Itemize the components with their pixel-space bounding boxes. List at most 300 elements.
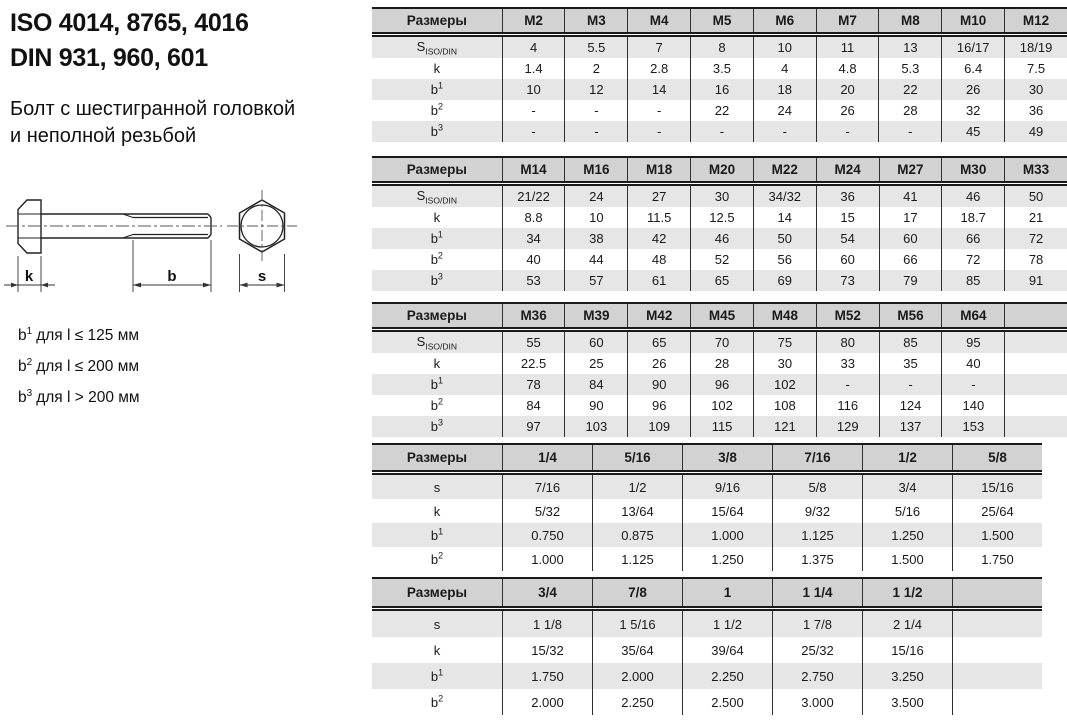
value-cell: 90 — [628, 374, 691, 395]
empty-cell — [953, 637, 1043, 663]
value-cell: 55 — [502, 330, 565, 354]
value-cell: 56 — [753, 249, 816, 270]
column-header: M36 — [502, 303, 565, 330]
column-header: M22 — [753, 157, 816, 184]
value-cell: 18 — [753, 79, 816, 100]
column-header: M12 — [1005, 8, 1067, 35]
value-cell: 72 — [942, 249, 1005, 270]
value-cell: 1.125 — [773, 523, 863, 547]
table-header-row — [372, 303, 1067, 330]
value-cell: 66 — [942, 228, 1005, 249]
header-label: Размеры — [372, 157, 502, 184]
value-cell: 1.250 — [683, 547, 773, 571]
table-row — [372, 374, 1067, 395]
arrowhead — [203, 283, 211, 288]
value-cell: 15/32 — [503, 637, 593, 663]
dimension-b-label: b — [167, 268, 177, 285]
value-cell: 35 — [879, 353, 942, 374]
value-cell: 27 — [628, 184, 691, 208]
description-line-1: Болт с шестигранной головкой — [10, 98, 296, 120]
value-cell: 69 — [753, 270, 816, 291]
table-row — [372, 207, 1067, 228]
column-header: M6 — [753, 8, 816, 35]
metric-table-m2-m12 — [372, 7, 1067, 142]
value-cell: 2 — [565, 58, 628, 79]
dimension-k-label: k — [24, 268, 34, 285]
value-cell: 16/17 — [942, 35, 1005, 59]
value-cell: 48 — [628, 249, 691, 270]
value-cell: 96 — [691, 374, 754, 395]
value-cell: 12 — [565, 79, 628, 100]
value-cell: 1.125 — [593, 547, 683, 571]
table-row — [372, 330, 1067, 354]
footnote-b1: $b^1$ для l ≤ 125 мм — [18, 326, 140, 345]
bolt-technical-drawing — [0, 182, 330, 317]
row-label: s — [372, 473, 503, 500]
value-cell: 28 — [691, 353, 754, 374]
row-label: k — [433, 642, 441, 658]
column-header: M4 — [628, 8, 691, 35]
product-description — [10, 96, 295, 150]
column-header: M42 — [628, 303, 691, 330]
value-cell: 20 — [816, 79, 879, 100]
value-cell: 153 — [942, 416, 1005, 437]
value-cell: 1.500 — [953, 523, 1043, 547]
metric-table-m36-m64 — [372, 302, 1067, 437]
column-header: M8 — [879, 8, 942, 35]
value-cell: - — [628, 121, 691, 142]
column-header: 1 1/4 — [773, 578, 863, 609]
value-cell: 24 — [753, 100, 816, 121]
empty-cell — [953, 609, 1043, 638]
value-cell: 4 — [502, 35, 565, 59]
header-label: Размеры — [372, 8, 502, 35]
table-header-row — [372, 578, 1042, 609]
row-label: $b^2$ — [430, 101, 443, 118]
value-cell: 7.5 — [1005, 58, 1067, 79]
value-cell: 1 1/8 — [503, 609, 593, 638]
value-cell: 108 — [753, 395, 816, 416]
value-cell: 26 — [942, 79, 1005, 100]
table-row — [372, 79, 1067, 100]
value-cell: - — [628, 100, 691, 121]
table-header-row — [372, 8, 1067, 35]
table-row — [372, 100, 1067, 121]
value-cell: 21/22 — [502, 184, 565, 208]
empty-cell — [1005, 353, 1067, 374]
value-cell: 5.3 — [879, 58, 942, 79]
footnote-b2: $b^2$ для l ≤ 200 мм — [18, 357, 140, 376]
table-row — [372, 663, 1042, 689]
row-label: $b^3$ — [372, 121, 502, 142]
value-cell: 8 — [691, 35, 754, 59]
value-cell: 1 1/2 — [683, 609, 773, 638]
value-cell: 34/32 — [753, 184, 816, 208]
value-cell: 22.5 — [502, 353, 565, 374]
value-cell: 32 — [942, 100, 1005, 121]
column-header: M10 — [942, 8, 1005, 35]
value-cell: 85 — [879, 330, 942, 354]
column-header: M16 — [565, 157, 628, 184]
value-cell: 2.8 — [628, 58, 691, 79]
value-cell: 34 — [502, 228, 565, 249]
value-cell: 2.000 — [503, 689, 593, 715]
value-cell: 30 — [1005, 79, 1067, 100]
value-cell: 78 — [502, 374, 565, 395]
value-cell: 73 — [816, 270, 879, 291]
column-header: 7/8 — [593, 578, 683, 609]
column-header: M14 — [502, 157, 565, 184]
value-cell: 25/64 — [953, 499, 1043, 523]
table-row — [372, 395, 1067, 416]
value-cell: 15/16 — [953, 473, 1043, 500]
value-cell: 54 — [816, 228, 879, 249]
header-label: Размеры — [372, 578, 503, 609]
value-cell: 1.375 — [773, 547, 863, 571]
value-cell: 22 — [879, 79, 942, 100]
column-header: M33 — [1005, 157, 1067, 184]
empty-cell — [1005, 330, 1067, 354]
column-header: M3 — [565, 8, 628, 35]
value-cell: 115 — [691, 416, 754, 437]
row-label: $b^1$ — [372, 523, 503, 547]
table-row — [372, 523, 1042, 547]
column-header: M52 — [816, 303, 879, 330]
value-cell: 65 — [628, 330, 691, 354]
value-cell: 2.250 — [683, 663, 773, 689]
value-cell: 91 — [1005, 270, 1067, 291]
value-cell: 84 — [565, 374, 628, 395]
value-cell: 72 — [1005, 228, 1067, 249]
value-cell: 42 — [628, 228, 691, 249]
row-label: $b^2$ — [430, 250, 443, 267]
arrowhead — [133, 283, 141, 288]
value-cell: 124 — [879, 395, 942, 416]
row-label: $S_{ISO/DIN}$ — [372, 35, 502, 59]
row-label: $b^2$ — [430, 550, 444, 567]
value-cell: 1 7/8 — [773, 609, 863, 638]
value-cell: 3.000 — [773, 689, 863, 715]
column-header: M27 — [879, 157, 942, 184]
value-cell: 14 — [753, 207, 816, 228]
row-label: $b^3$ — [372, 270, 502, 291]
value-cell: 57 — [565, 270, 628, 291]
column-header: 3/4 — [503, 578, 593, 609]
value-cell: 85 — [942, 270, 1005, 291]
empty-cell — [1005, 416, 1067, 437]
table-row — [372, 473, 1042, 500]
value-cell: 5.5 — [565, 35, 628, 59]
value-cell: 53 — [502, 270, 565, 291]
value-cell: 4 — [753, 58, 816, 79]
column-header: M64 — [942, 303, 1005, 330]
value-cell: 96 — [628, 395, 691, 416]
value-cell: 39/64 — [683, 637, 773, 663]
table-row — [372, 58, 1067, 79]
row-label: $S_{ISO/DIN}$ — [372, 330, 502, 354]
value-cell: 1.000 — [683, 523, 773, 547]
value-cell: - — [879, 121, 942, 142]
column-header: 1 — [683, 578, 773, 609]
table-row — [372, 416, 1067, 437]
value-cell: 3.250 — [863, 663, 953, 689]
empty-cell — [953, 689, 1043, 715]
row-label: $b^1$ — [372, 79, 502, 100]
value-cell: - — [753, 121, 816, 142]
value-cell: 7 — [628, 35, 691, 59]
value-cell: 36 — [816, 184, 879, 208]
row-label: $b^3$ — [372, 416, 502, 437]
value-cell: 102 — [691, 395, 754, 416]
value-cell: 3.5 — [691, 58, 754, 79]
column-header: M30 — [942, 157, 1005, 184]
value-cell: 2.750 — [773, 663, 863, 689]
value-cell: 0.750 — [503, 523, 593, 547]
column-header: M45 — [691, 303, 754, 330]
empty-header-cell — [953, 578, 1043, 609]
value-cell: 9/16 — [683, 473, 773, 500]
bolt-side-view — [18, 200, 211, 253]
value-cell: 26 — [816, 100, 879, 121]
value-cell: 30 — [691, 184, 754, 208]
value-cell: 35/64 — [593, 637, 683, 663]
value-cell: 121 — [753, 416, 816, 437]
value-cell: 102 — [753, 374, 816, 395]
row-label: $b^1$ — [372, 228, 502, 249]
value-cell: 140 — [942, 395, 1005, 416]
value-cell: 1.4 — [502, 58, 565, 79]
value-cell: 84 — [502, 395, 565, 416]
value-cell: 66 — [879, 249, 942, 270]
value-cell: 3/4 — [863, 473, 953, 500]
arrowhead — [11, 283, 18, 288]
table-row — [372, 270, 1067, 291]
value-cell: 137 — [879, 416, 942, 437]
value-cell: 60 — [879, 228, 942, 249]
value-cell: - — [942, 374, 1005, 395]
value-cell: 46 — [942, 184, 1005, 208]
value-cell: 11.5 — [628, 207, 691, 228]
value-cell: 3.500 — [863, 689, 953, 715]
value-cell: 5/8 — [773, 473, 863, 500]
value-cell: 28 — [879, 100, 942, 121]
column-header: 3/8 — [683, 444, 773, 473]
row-label: $b^1$ — [372, 374, 502, 395]
column-header: M18 — [628, 157, 691, 184]
metric-table-m14-m33 — [372, 156, 1067, 291]
table-header-row — [372, 157, 1067, 184]
value-cell: 17 — [879, 207, 942, 228]
value-cell: 13 — [879, 35, 942, 59]
value-cell: 4.8 — [816, 58, 879, 79]
column-header: 7/16 — [773, 444, 863, 473]
value-cell: 41 — [879, 184, 942, 208]
column-header: 1/2 — [863, 444, 953, 473]
value-cell: 22 — [691, 100, 754, 121]
value-cell: 25 — [565, 353, 628, 374]
value-cell: 21 — [1005, 207, 1067, 228]
empty-header-cell — [1005, 303, 1067, 330]
row-label: s — [372, 609, 503, 638]
value-cell: 1.750 — [503, 663, 593, 689]
din-title-line: DIN 931, 960, 601 — [10, 44, 208, 72]
empty-cell — [1005, 374, 1067, 395]
value-cell: 50 — [1005, 184, 1067, 208]
table-row — [372, 228, 1067, 249]
iso-title-line: ISO 4014, 8765, 4016 — [10, 9, 249, 37]
value-cell: - — [502, 121, 565, 142]
value-cell: 70 — [691, 330, 754, 354]
value-cell: 79 — [879, 270, 942, 291]
value-cell: 33 — [816, 353, 879, 374]
value-cell: 49 — [1005, 121, 1067, 142]
value-cell: 25/32 — [773, 637, 863, 663]
thread-length-footnotes — [18, 318, 140, 411]
value-cell: 2.000 — [593, 663, 683, 689]
arrowhead — [41, 283, 48, 288]
row-label: k — [433, 356, 441, 371]
value-cell: 15/16 — [863, 637, 953, 663]
value-cell: 36 — [1005, 100, 1067, 121]
column-header: M5 — [691, 8, 754, 35]
value-cell: 11 — [816, 35, 879, 59]
value-cell: 1.000 — [503, 547, 593, 571]
value-cell: 78 — [1005, 249, 1067, 270]
table-row — [372, 499, 1042, 523]
value-cell: 45 — [942, 121, 1005, 142]
value-cell: 5/16 — [863, 499, 953, 523]
table-row — [372, 35, 1067, 59]
value-cell: 18/19 — [1005, 35, 1067, 59]
table-row — [372, 353, 1067, 374]
standards-title — [10, 6, 249, 76]
row-label: $b^2$ — [430, 396, 443, 413]
value-cell: 12.5 — [691, 207, 754, 228]
value-cell: 1/2 — [593, 473, 683, 500]
value-cell: 46 — [691, 228, 754, 249]
value-cell: 2.250 — [593, 689, 683, 715]
value-cell: 52 — [691, 249, 754, 270]
header-label: Размеры — [372, 444, 503, 473]
empty-cell — [1005, 395, 1067, 416]
arrowhead — [240, 283, 248, 288]
value-cell: 8.8 — [502, 207, 565, 228]
table-header-row — [372, 444, 1042, 473]
table-row — [372, 547, 1042, 571]
row-label: $b^2$ — [430, 693, 444, 710]
column-header: M20 — [691, 157, 754, 184]
table-row — [372, 121, 1067, 142]
column-header: 5/16 — [593, 444, 683, 473]
value-cell: 60 — [565, 330, 628, 354]
imperial-table-1-4-to-5-8 — [372, 443, 1042, 571]
value-cell: - — [691, 121, 754, 142]
bolt-head-outline — [18, 200, 41, 253]
value-cell: 15/64 — [683, 499, 773, 523]
value-cell: 40 — [942, 353, 1005, 374]
table-row — [372, 184, 1067, 208]
value-cell: 7/16 — [503, 473, 593, 500]
value-cell: 116 — [816, 395, 879, 416]
imperial-table-3-4-to-1-1-2 — [372, 577, 1042, 715]
value-cell: - — [565, 100, 628, 121]
value-cell: 26 — [628, 353, 691, 374]
column-header: 1/4 — [503, 444, 593, 473]
row-label: k — [433, 61, 441, 76]
value-cell: 30 — [753, 353, 816, 374]
row-label: k — [433, 503, 441, 519]
value-cell: 50 — [753, 228, 816, 249]
value-cell: 1.250 — [863, 523, 953, 547]
value-cell: 75 — [753, 330, 816, 354]
column-header: M7 — [816, 8, 879, 35]
value-cell: 61 — [628, 270, 691, 291]
column-header: M39 — [565, 303, 628, 330]
row-label: $S_{ISO/DIN}$ — [372, 184, 502, 208]
end-chamfer-top — [208, 214, 211, 218]
empty-cell — [953, 663, 1043, 689]
value-cell: - — [879, 374, 942, 395]
end-chamfer-bottom — [208, 235, 211, 239]
footnote-b3: $b^3$ для l > 200 мм — [18, 388, 140, 407]
value-cell: 6.4 — [942, 58, 1005, 79]
value-cell: 2 1/4 — [863, 609, 953, 638]
column-header: M24 — [816, 157, 879, 184]
column-header: M48 — [753, 303, 816, 330]
value-cell: 90 — [565, 395, 628, 416]
value-cell: - — [565, 121, 628, 142]
value-cell: - — [502, 100, 565, 121]
table-row — [372, 637, 1042, 663]
value-cell: 80 — [816, 330, 879, 354]
dimension-s-label: s — [257, 268, 267, 285]
value-cell: 18.7 — [942, 207, 1005, 228]
value-cell: 65 — [691, 270, 754, 291]
value-cell: 24 — [565, 184, 628, 208]
value-cell: 109 — [628, 416, 691, 437]
column-header: 1 1/2 — [863, 578, 953, 609]
value-cell: 16 — [691, 79, 754, 100]
value-cell: 10 — [565, 207, 628, 228]
header-label: Размеры — [372, 303, 502, 330]
value-cell: 60 — [816, 249, 879, 270]
value-cell: 103 — [565, 416, 628, 437]
value-cell: 1.500 — [863, 547, 953, 571]
value-cell: 97 — [502, 416, 565, 437]
value-cell: 38 — [565, 228, 628, 249]
value-cell: 1.750 — [953, 547, 1043, 571]
value-cell: 1 5/16 — [593, 609, 683, 638]
row-label: k — [433, 210, 441, 225]
value-cell: 0.875 — [593, 523, 683, 547]
value-cell: 44 — [565, 249, 628, 270]
value-cell: 10 — [502, 79, 565, 100]
value-cell: 15 — [816, 207, 879, 228]
description-line-2: и неполной резьбой — [10, 125, 197, 147]
column-header: M56 — [879, 303, 942, 330]
value-cell: 95 — [942, 330, 1005, 354]
value-cell: 13/64 — [593, 499, 683, 523]
value-cell: 10 — [753, 35, 816, 59]
value-cell: - — [816, 121, 879, 142]
arrowhead — [277, 283, 285, 288]
table-row — [372, 689, 1042, 715]
value-cell: 5/32 — [503, 499, 593, 523]
value-cell: 14 — [628, 79, 691, 100]
table-row — [372, 609, 1042, 638]
column-header: 5/8 — [953, 444, 1043, 473]
table-row — [372, 249, 1067, 270]
